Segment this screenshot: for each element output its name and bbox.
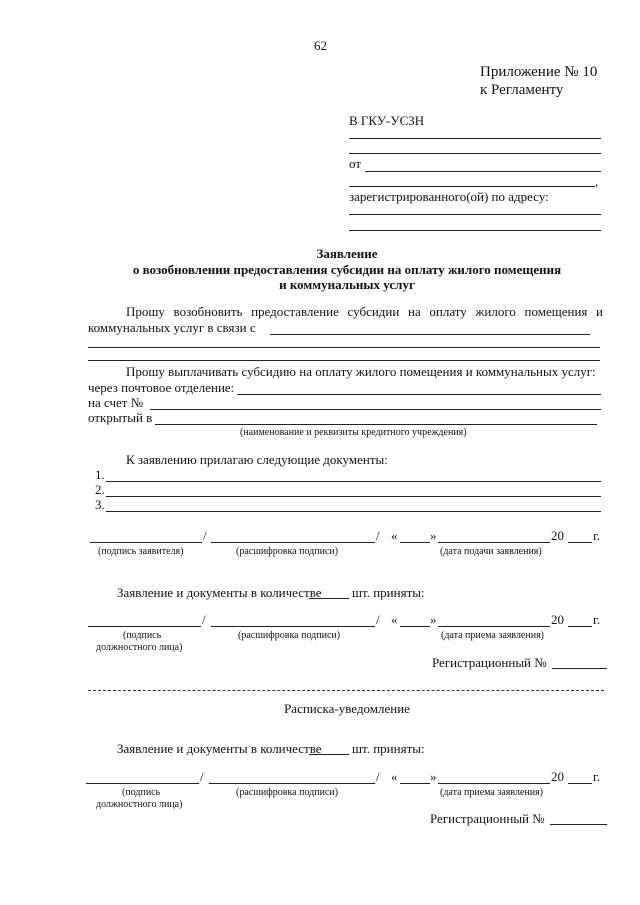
reason-field-3[interactable] [88, 360, 600, 361]
receipt-month-field[interactable] [438, 783, 550, 784]
accept-day-field[interactable] [400, 626, 430, 627]
quote-close: » [430, 528, 437, 543]
receipt-accept-date-caption: (дата приема заявления) [440, 787, 544, 798]
doc-item-2-field[interactable] [106, 496, 601, 497]
quote-close-3: » [430, 769, 437, 784]
slash-6: / [376, 769, 380, 784]
quote-open: « [391, 528, 398, 543]
page-number: 62 [314, 38, 327, 53]
addressee-to: В ГКУ-УСЗН [349, 113, 425, 128]
tear-off-line [88, 690, 604, 691]
sig-decode-caption-2: (расшифровка подписи) [238, 630, 341, 641]
receipt-title: Расписка-уведомление [284, 701, 410, 716]
quote-close-2: » [430, 612, 437, 627]
submit-month-field[interactable] [438, 542, 550, 543]
request-text-line1: Прошу возобновить предоставление субсидии на оплату жилого помещения и [126, 304, 603, 319]
account-field[interactable] [150, 409, 601, 410]
doc-item-3-label: 3. [95, 497, 105, 512]
appendix-title: Приложение № 10 [480, 64, 598, 80]
slash-4: / [376, 612, 380, 627]
doc-item-3-field[interactable] [106, 511, 601, 512]
slash-1: / [203, 528, 207, 543]
year-prefix-2: 20 [551, 612, 564, 627]
slash-2: / [376, 528, 380, 543]
address-field-2[interactable] [349, 230, 601, 231]
receipt-sig-caption-1: (подпись [122, 787, 161, 798]
accept-year-field[interactable] [568, 626, 592, 627]
receipt-sig-caption-2: должностного лица) [96, 799, 183, 810]
official-sig-decode-field[interactable] [211, 626, 375, 627]
year-prefix: 20 [551, 528, 564, 543]
applicant-sig-decode-field[interactable] [211, 542, 375, 543]
doc-item-2-label: 2. [95, 482, 105, 497]
receipt-text-before: Заявление и документы в количестве [117, 741, 322, 756]
accepted-text-before: Заявление и документы в количестве [117, 585, 322, 600]
official-sig-caption-2: должностного лица) [96, 642, 183, 653]
receipt-count-field[interactable] [309, 754, 349, 755]
receipt-reg-number-label: Регистрационный № [430, 811, 545, 826]
applicant-name-field-2[interactable] [349, 186, 595, 187]
reason-field[interactable] [270, 334, 590, 335]
applicant-sig-caption: (подпись заявителя) [98, 546, 184, 557]
official-sig-caption-1: (подпись [123, 630, 162, 641]
receipt-sig-decode-field[interactable] [209, 783, 375, 784]
account-label: на счет № [88, 395, 144, 410]
address-field-1[interactable] [349, 214, 601, 215]
doc-title-line3: и коммунальных услуг [279, 277, 415, 292]
doc-item-1-label: 1. [95, 467, 105, 482]
slash-3: / [202, 612, 206, 627]
request-text-line2: коммунальных услуг в связи с [88, 320, 256, 335]
reason-field-2[interactable] [88, 347, 600, 348]
year-suffix-2: г. [593, 612, 601, 627]
doc-title: Заявление [316, 246, 378, 261]
receipt-reg-number-field[interactable] [550, 824, 607, 825]
post-office-field[interactable] [237, 394, 601, 395]
reg-number-label: Регистрационный № [432, 655, 547, 670]
year-suffix-3: г. [593, 769, 601, 784]
applicant-name-field[interactable] [365, 171, 601, 172]
addressee-from-label: от [349, 156, 362, 171]
attach-intro: К заявлению прилагаю следующие документы: [126, 452, 388, 467]
bank-field[interactable] [155, 424, 597, 425]
quote-open-2: « [391, 612, 398, 627]
payment-text: Прошу выплачивать субсидию на оплату жилого помещения и коммунальных услуг: [126, 364, 596, 379]
addressee-line-1[interactable] [349, 138, 601, 139]
accept-date-caption: (дата приема заявления) [441, 630, 545, 641]
receipt-year-field[interactable] [568, 783, 592, 784]
official-signature-field[interactable] [88, 626, 201, 627]
post-office-label: через почтовое отделение: [88, 380, 235, 395]
accepted-text-after: шт. приняты: [352, 585, 425, 600]
year-prefix-3: 20 [551, 769, 564, 784]
receipt-sig-decode-caption: (расшифровка подписи) [236, 787, 339, 798]
opened-in-label: открытый в [88, 410, 153, 425]
year-suffix: г. [593, 528, 601, 543]
submit-date-caption: (дата подачи заявления) [440, 546, 542, 557]
doc-item-1-field[interactable] [106, 481, 601, 482]
submit-day-field[interactable] [400, 542, 430, 543]
accept-month-field[interactable] [438, 626, 550, 627]
bank-caption: (наименование и реквизиты кредитного учреждения) [240, 427, 467, 438]
applicant-signature-field[interactable] [90, 542, 202, 543]
quote-open-3: « [391, 769, 398, 784]
registered-label: зарегистрированного(ой) по адресу: [349, 189, 549, 204]
slash-5: / [200, 769, 204, 784]
receipt-text-after: шт. приняты: [352, 741, 425, 756]
reg-number-field[interactable] [552, 668, 607, 669]
addressee-line-2[interactable] [349, 153, 601, 154]
receipt-day-field[interactable] [400, 783, 430, 784]
accepted-count-field[interactable] [309, 598, 349, 599]
receipt-official-signature-field[interactable] [86, 783, 199, 784]
addressee-comma: , [595, 174, 599, 189]
submit-year-field[interactable] [568, 542, 592, 543]
doc-title-line2: о возобновлении предоставления субсидии на оплату жилого помещения [132, 262, 562, 277]
sig-decode-caption: (расшифровка подписи) [236, 546, 339, 557]
appendix-subtitle: к Регламенту [480, 82, 564, 98]
